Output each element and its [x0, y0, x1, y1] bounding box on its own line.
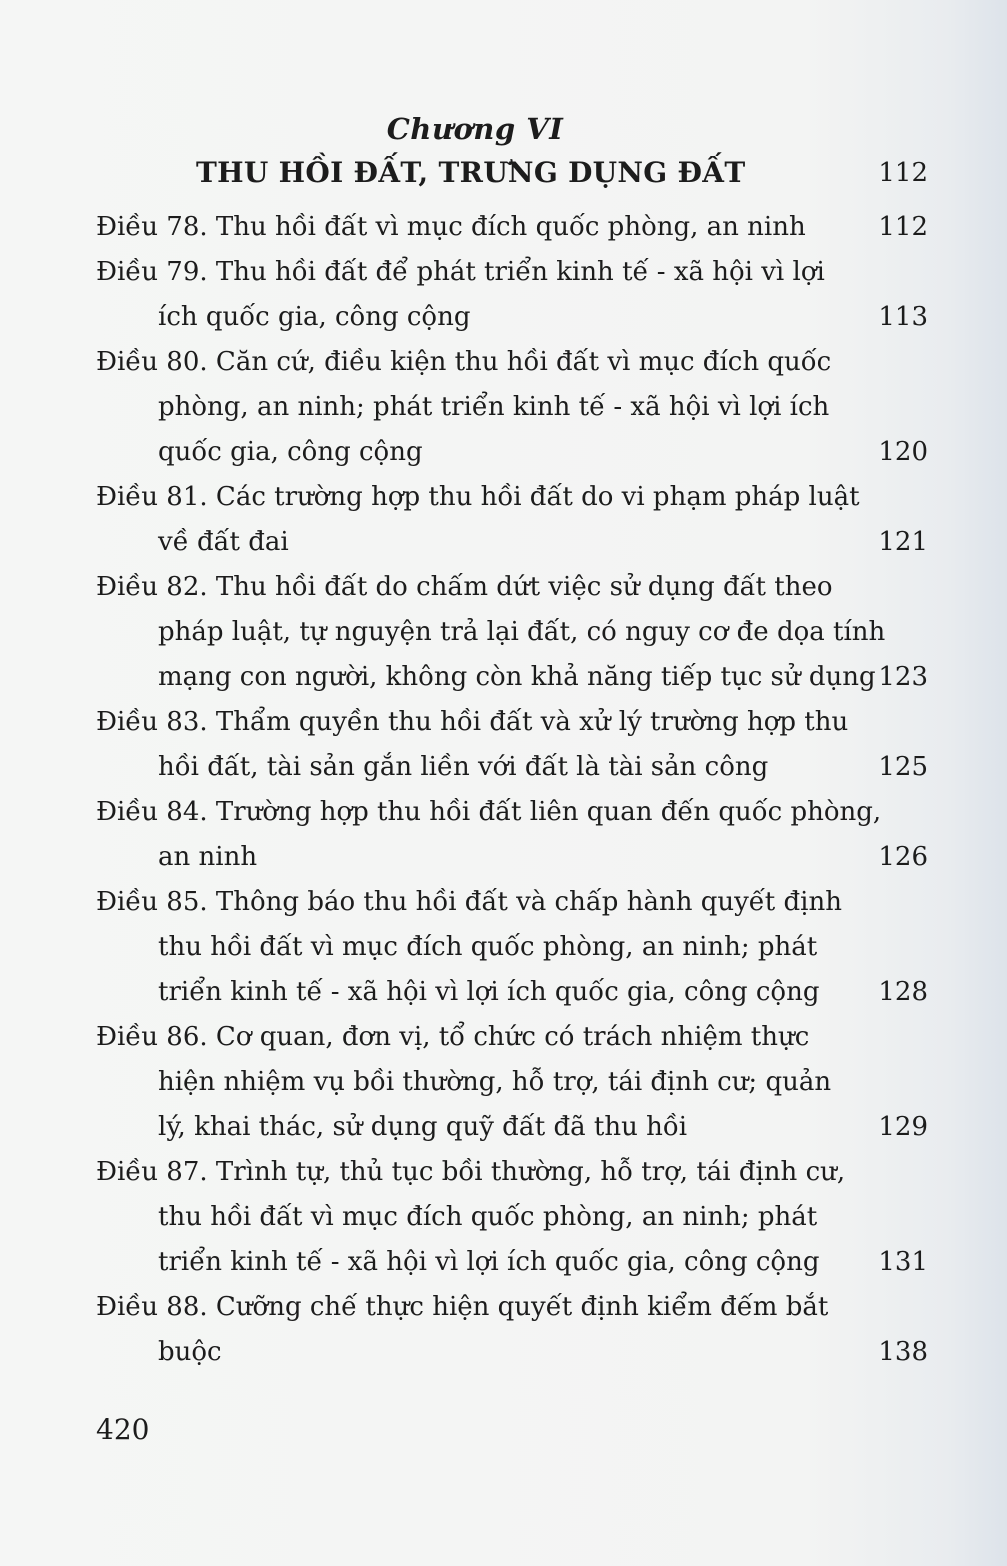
- toc-entry-line: Điều 81. Các trường hợp thu hồi đất do vi phạm pháp luật: [96, 482, 860, 512]
- toc-entry-dieu-81: [96, 482, 928, 572]
- toc-entry-dieu-85: [96, 887, 928, 1022]
- toc-entry-dieu-80: [96, 347, 928, 482]
- toc-page-number: 120: [878, 437, 928, 467]
- toc-entry-line: Điều 86. Cơ quan, đơn vị, tổ chức có trách nhiệm thực: [96, 1022, 810, 1052]
- page-folio: 420: [96, 1413, 150, 1446]
- toc-entry-line: ích quốc gia, công cộng: [158, 302, 471, 332]
- toc-page-number: 112: [878, 212, 928, 242]
- toc-entry-line: hiện nhiệm vụ bồi thường, hỗ trợ, tái định cư; quản: [158, 1067, 832, 1097]
- toc-entry-line: pháp luật, tự nguyện trả lại đất, có nguy cơ đe dọa tính: [158, 617, 886, 647]
- toc-entry-line: hồi đất, tài sản gắn liền với đất là tài sản công: [158, 752, 769, 782]
- chapter-label: Chương VI: [386, 112, 564, 146]
- toc-entry-line: triển kinh tế - xã hội vì lợi ích quốc gia, công cộng: [158, 977, 820, 1007]
- toc-entry-line: buộc: [158, 1337, 222, 1367]
- toc-entry-line: quốc gia, công cộng: [158, 437, 423, 467]
- toc-page-number: 113: [878, 302, 928, 332]
- toc-entry-line: Điều 83. Thẩm quyền thu hồi đất và xử lý trường hợp thu: [96, 707, 849, 737]
- toc-entry-line: thu hồi đất vì mục đích quốc phòng, an ninh; phát: [158, 1202, 818, 1232]
- toc-entry-dieu-88: [96, 1292, 928, 1382]
- toc-page-number: 126: [878, 842, 928, 872]
- toc-entry-dieu-87: [96, 1157, 928, 1292]
- toc-entry-line: phòng, an ninh; phát triển kinh tế - xã hội vì lợi ích: [158, 392, 830, 422]
- toc-entry-line: Điều 78. Thu hồi đất vì mục đích quốc phòng, an ninh: [96, 212, 806, 242]
- toc-entry-line: mạng con người, không còn khả năng tiếp tục sử dụng: [158, 662, 876, 692]
- toc-entry-dieu-86: [96, 1022, 928, 1157]
- toc-entry-line: triển kinh tế - xã hội vì lợi ích quốc gia, công cộng: [158, 1247, 820, 1277]
- toc-entry-line: Điều 79. Thu hồi đất để phát triển kinh tế - xã hội vì lợi: [96, 257, 825, 287]
- chapter-page-number: 112: [878, 158, 928, 188]
- toc-entry-line: thu hồi đất vì mục đích quốc phòng, an ninh; phát: [158, 932, 818, 962]
- toc-entry-line: Điều 88. Cưỡng chế thực hiện quyết định kiểm đếm bắt: [96, 1292, 829, 1322]
- toc-entry-line: về đất đai: [158, 527, 289, 557]
- toc-page-number: 128: [878, 977, 928, 1007]
- toc-entry-dieu-78: [96, 212, 928, 257]
- toc-page-number: 131: [878, 1247, 928, 1277]
- toc-entry-dieu-82: [96, 572, 928, 707]
- toc-entry-dieu-84: [96, 797, 928, 887]
- toc-page-number: 138: [878, 1337, 928, 1367]
- toc-entry-line: Điều 82. Thu hồi đất do chấm dứt việc sử dụng đất theo: [96, 572, 833, 602]
- toc-entry-line: Điều 85. Thông báo thu hồi đất và chấp hành quyết định: [96, 887, 842, 917]
- toc-page-number: 125: [878, 752, 928, 782]
- toc-entry-line: lý, khai thác, sử dụng quỹ đất đã thu hồi: [158, 1112, 688, 1142]
- chapter-title: THU HỒI ĐẤT, TRƯNG DỤNG ĐẤT: [196, 156, 746, 189]
- chapter-title-row: [96, 156, 928, 196]
- toc-entry-line: Điều 84. Trường hợp thu hồi đất liên quan đến quốc phòng,: [96, 797, 882, 827]
- toc-entry-line: Điều 80. Căn cứ, điều kiện thu hồi đất vì mục đích quốc: [96, 347, 832, 377]
- toc-entry-dieu-79: [96, 257, 928, 347]
- toc-entry-line: Điều 87. Trình tự, thủ tục bồi thường, hỗ trợ, tái định cư,: [96, 1157, 846, 1187]
- toc-page-number: 123: [878, 662, 928, 692]
- toc-page-number: 129: [878, 1112, 928, 1142]
- toc-entry-line: an ninh: [158, 842, 258, 872]
- toc-entry-dieu-83: [96, 707, 928, 797]
- toc-page-number: 121: [878, 527, 928, 557]
